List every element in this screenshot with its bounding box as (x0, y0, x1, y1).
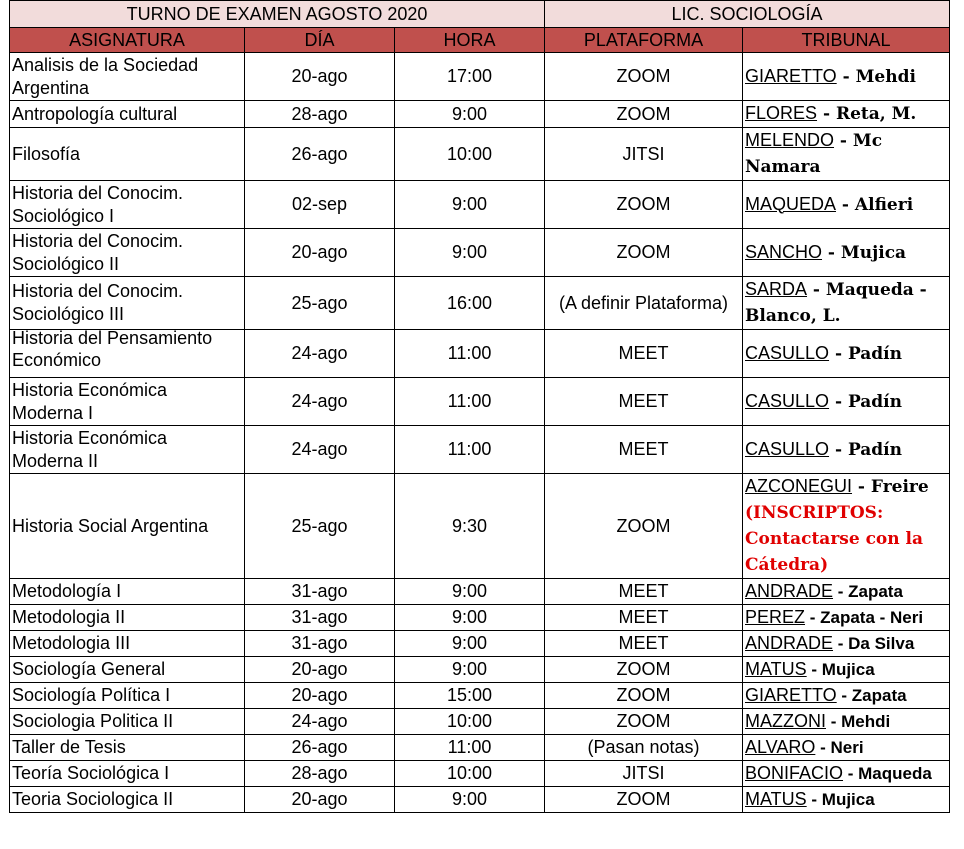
header-tribunal: TRIBUNAL (743, 28, 950, 53)
subject-cell (10, 657, 245, 683)
subject-cell (10, 709, 245, 735)
subject-name: Filosofía (12, 143, 81, 164)
exam-day: 20-ago (291, 242, 348, 262)
subject-cell (10, 683, 245, 709)
exam-platform: ZOOM (616, 242, 671, 262)
tribunal-cell (743, 128, 950, 181)
tribunal-separator: - (829, 343, 848, 364)
time-cell (395, 53, 545, 101)
platform-cell (545, 330, 743, 378)
table-row (10, 761, 950, 787)
exam-day: 31-ago (291, 633, 348, 653)
exam-platform: MEET (618, 607, 669, 627)
exam-platform: ZOOM (616, 194, 671, 214)
title-row (10, 1, 950, 28)
professor-name: SARDA (745, 279, 808, 299)
professor-name: FLORES (745, 103, 818, 123)
tribunal-members: Padín (847, 343, 902, 364)
exam-platform: ZOOM (616, 659, 671, 679)
exam-day: 02-sep (291, 194, 348, 214)
subject-cell (10, 787, 245, 813)
platform-cell (545, 181, 743, 229)
tribunal-separator: - (833, 634, 849, 653)
platform-cell (545, 53, 743, 101)
subject-name: Historia Económica Moderna I (12, 379, 168, 423)
professor-name: ALVARO (745, 737, 816, 757)
time-cell (395, 761, 545, 787)
professor-name: MATUS (745, 659, 807, 679)
tribunal-separator: - (806, 660, 822, 679)
time-cell (395, 181, 545, 229)
table-row (10, 735, 950, 761)
platform-cell (545, 474, 743, 579)
exam-platform: MEET (618, 343, 669, 363)
table-row (10, 277, 950, 330)
exam-time: 10:00 (446, 143, 493, 164)
professor-name: PEREZ (745, 607, 806, 627)
tribunal-separator: - (817, 104, 836, 124)
tribunal-cell (743, 657, 950, 683)
exam-time: 11:00 (447, 343, 492, 363)
time-cell (395, 657, 545, 683)
tribunal-separator: - (843, 764, 859, 783)
subject-name: Historia Social Argentina (12, 515, 209, 536)
professor-name: MAZZONI (745, 711, 826, 731)
exam-day: 31-ago (291, 581, 348, 601)
exam-time: 16:00 (446, 292, 493, 313)
tribunal-separator: - (826, 712, 842, 731)
time-cell (395, 101, 545, 128)
subject-name: Analisis de la Sociedad Argentina (12, 54, 199, 98)
subject-name: Historia del Conocim. Sociológico II (12, 230, 184, 274)
professor-name: CASULLO (745, 390, 830, 411)
platform-cell (545, 579, 743, 605)
header-plataforma: PLATAFORMA (545, 28, 743, 53)
tribunal-separator: - (807, 280, 826, 300)
exam-platform: ZOOM (616, 103, 671, 124)
platform-cell (545, 761, 743, 787)
subject-name: Sociologia Politica II (12, 711, 174, 731)
day-cell (245, 128, 395, 181)
tribunal-members: Maqueda - Blanco, L. (745, 280, 927, 326)
subject-cell (10, 605, 245, 631)
table-row (10, 787, 950, 813)
table-row (10, 474, 950, 579)
tribunal-cell (743, 330, 950, 378)
tribunal-members: Zapata - Neri (820, 608, 924, 627)
subject-name: Historia del Conocim. Sociológico I (12, 182, 184, 226)
professor-name: ANDRADE (745, 581, 834, 601)
tribunal-separator: - (834, 131, 853, 151)
subject-name: Historia del Pensamiento Económico (12, 329, 213, 370)
tribunal-members: Mc Namara (745, 131, 883, 177)
exam-time: 10:00 (446, 763, 493, 783)
tribunal-cell (743, 181, 950, 229)
day-cell (245, 277, 395, 330)
subject-cell (10, 330, 245, 378)
tribunal-cell (743, 474, 950, 579)
subject-cell (10, 735, 245, 761)
tribunal-members: Mehdi (855, 66, 916, 87)
platform-cell (545, 128, 743, 181)
tribunal-separator: - (836, 686, 852, 705)
exam-day: 24-ago (291, 439, 348, 459)
time-cell (395, 378, 545, 426)
exam-day: 28-ago (291, 763, 348, 783)
tribunal-members: Freire (870, 477, 929, 497)
exam-platform: ZOOM (616, 789, 671, 809)
tribunal-members: Zapata (848, 582, 903, 601)
time-cell (395, 631, 545, 657)
subject-cell (10, 53, 245, 101)
tribunal-members: Reta, M. (835, 104, 917, 124)
exam-day: 25-ago (291, 292, 348, 313)
day-cell (245, 787, 395, 813)
platform-cell (545, 657, 743, 683)
tribunal-members: Padín (847, 439, 902, 460)
table-row (10, 426, 950, 474)
exam-time: 9:00 (451, 607, 488, 627)
day-cell (245, 101, 395, 128)
exam-day: 20-ago (291, 685, 348, 705)
day-cell (245, 761, 395, 787)
subject-cell (10, 426, 245, 474)
day-cell (245, 181, 395, 229)
exam-day: 24-ago (291, 343, 348, 363)
tribunal-cell (743, 229, 950, 277)
tribunal-separator: - (815, 738, 831, 757)
degree-title: LIC. SOCIOLOGÍA (545, 1, 950, 28)
exam-platform: MEET (618, 439, 669, 459)
table-row (10, 330, 950, 378)
day-cell (245, 631, 395, 657)
table-row (10, 579, 950, 605)
table-row (10, 657, 950, 683)
tribunal-cell (743, 579, 950, 605)
exam-day: 20-ago (291, 66, 348, 86)
subject-name: Taller de Tesis (12, 737, 126, 757)
time-cell (395, 683, 545, 709)
day-cell (245, 657, 395, 683)
professor-name: SANCHO (745, 241, 823, 262)
exam-platform: JITSI (622, 763, 665, 783)
table-row (10, 709, 950, 735)
header-dia: DÍA (245, 28, 395, 53)
tribunal-cell (743, 683, 950, 709)
subject-name: Teoria Sociologica II (12, 789, 174, 809)
tribunal-cell (743, 709, 950, 735)
tribunal-members: Padín (847, 391, 902, 412)
tribunal-separator: - (805, 608, 821, 627)
exam-day: 28-ago (291, 103, 348, 124)
platform-cell (545, 426, 743, 474)
time-cell (395, 128, 545, 181)
time-cell (395, 426, 545, 474)
exam-platform: ZOOM (616, 515, 671, 536)
tribunal-cell (743, 787, 950, 813)
subject-name: Metodología I (12, 581, 122, 601)
day-cell (245, 605, 395, 631)
day-cell (245, 330, 395, 378)
table-row (10, 181, 950, 229)
platform-cell (545, 101, 743, 128)
tribunal-cell (743, 735, 950, 761)
subject-name: Antropología cultural (12, 103, 178, 124)
tribunal-members: Mujica (840, 242, 907, 263)
subject-cell (10, 761, 245, 787)
day-cell (245, 229, 395, 277)
time-cell (395, 474, 545, 579)
platform-cell (545, 709, 743, 735)
exam-time: 9:00 (451, 789, 488, 809)
day-cell (245, 579, 395, 605)
tribunal-cell (743, 426, 950, 474)
header-hora: HORA (395, 28, 545, 53)
subject-cell (10, 229, 245, 277)
professor-name: BONIFACIO (745, 763, 844, 783)
time-cell (395, 229, 545, 277)
exam-time: 9:00 (451, 194, 488, 214)
platform-cell (545, 605, 743, 631)
tribunal-cell (743, 761, 950, 787)
exam-time: 9:00 (451, 633, 488, 653)
exam-day: 24-ago (291, 711, 348, 731)
table-row (10, 128, 950, 181)
exam-time: 9:00 (451, 659, 488, 679)
tribunal-separator: - (836, 66, 856, 87)
tribunal-cell (743, 53, 950, 101)
exam-time: 10:00 (446, 711, 493, 731)
exam-day: 25-ago (291, 515, 348, 536)
tribunal-separator: - (829, 439, 848, 460)
exam-time: 15:00 (446, 685, 493, 705)
exam-day: 26-ago (291, 143, 348, 164)
time-cell (395, 330, 545, 378)
professor-name: MAQUEDA (745, 193, 837, 214)
tribunal-members: Maqueda (858, 764, 932, 783)
exam-time: 11:00 (447, 391, 492, 411)
subject-cell (10, 128, 245, 181)
time-cell (395, 787, 545, 813)
exam-period-title: TURNO DE EXAMEN AGOSTO 2020 (10, 1, 545, 28)
tribunal-cell (743, 378, 950, 426)
subject-cell (10, 474, 245, 579)
tribunal-members: Alfieri (854, 194, 914, 215)
subject-name: Sociología General (12, 659, 166, 679)
platform-cell (545, 683, 743, 709)
day-cell (245, 735, 395, 761)
tribunal-members: Mujica (821, 660, 875, 679)
tribunal-separator: - (829, 391, 848, 412)
professor-name: ANDRADE (745, 633, 834, 653)
platform-cell (545, 787, 743, 813)
professor-name: AZCONEGUI (745, 476, 853, 496)
professor-name: MATUS (745, 789, 807, 809)
professor-name: GIARETTO (745, 685, 837, 705)
header-asignatura: ASIGNATURA (10, 28, 245, 53)
tribunal-cell (743, 101, 950, 128)
tribunal-cell (743, 631, 950, 657)
exam-platform: (A definir Plataforma) (558, 292, 729, 313)
tribunal-separator: - (836, 194, 855, 215)
subject-cell (10, 101, 245, 128)
tribunal-members: Mujica (821, 790, 875, 809)
tribunal-members: Da Silva (848, 634, 915, 653)
time-cell (395, 709, 545, 735)
exam-platform: ZOOM (616, 685, 671, 705)
platform-cell (545, 378, 743, 426)
time-cell (395, 579, 545, 605)
professor-name: CASULLO (745, 342, 830, 363)
platform-cell (545, 229, 743, 277)
subject-cell (10, 277, 245, 330)
subject-name: Historia Económica Moderna II (12, 427, 168, 471)
tribunal-members: Zapata (851, 686, 907, 705)
table-row (10, 101, 950, 128)
platform-cell (545, 735, 743, 761)
subject-cell (10, 181, 245, 229)
time-cell (395, 735, 545, 761)
subject-name: Sociología Política I (12, 685, 171, 705)
table-row (10, 229, 950, 277)
table-row (10, 378, 950, 426)
professor-name: CASULLO (745, 438, 830, 459)
day-cell (245, 378, 395, 426)
exam-time: 9:30 (451, 515, 488, 536)
tribunal-cell (743, 605, 950, 631)
exam-platform: MEET (618, 633, 669, 653)
exam-platform: ZOOM (616, 711, 671, 731)
exam-time: 11:00 (447, 737, 492, 757)
platform-cell (545, 631, 743, 657)
time-cell (395, 605, 545, 631)
tribunal-separator: - (852, 477, 871, 497)
day-cell (245, 53, 395, 101)
header-row (10, 28, 950, 53)
exam-time: 17:00 (446, 66, 493, 86)
exam-day: 20-ago (291, 789, 348, 809)
platform-cell (545, 277, 743, 330)
day-cell (245, 709, 395, 735)
exam-day: 24-ago (291, 391, 348, 411)
table-row (10, 605, 950, 631)
subject-cell (10, 579, 245, 605)
exam-platform: (Pasan notas) (587, 737, 700, 757)
day-cell (245, 426, 395, 474)
exam-time: 9:00 (451, 242, 488, 262)
exam-platform: MEET (618, 391, 669, 411)
subject-cell (10, 378, 245, 426)
exam-schedule-table (9, 0, 950, 813)
exam-day: 26-ago (291, 737, 348, 757)
exam-time: 9:00 (451, 581, 488, 601)
tribunal-members: Mehdi (841, 712, 891, 731)
exam-day: 31-ago (291, 607, 348, 627)
subject-name: Metodologia II (12, 607, 126, 627)
tribunal-separator: - (822, 242, 841, 263)
exam-platform: MEET (618, 581, 669, 601)
tribunal-separator: - (833, 582, 849, 601)
exam-day: 20-ago (291, 659, 348, 679)
tribunal-separator: - (806, 790, 822, 809)
exam-time: 11:00 (447, 439, 492, 459)
exam-platform: JITSI (622, 143, 665, 164)
subject-name: Historia del Conocim. Sociológico III (12, 281, 184, 324)
table-row (10, 53, 950, 101)
subject-name: Metodologia III (12, 633, 131, 653)
subject-name: Teoría Sociológica I (12, 763, 170, 783)
professor-name: MELENDO (745, 130, 835, 150)
tribunal-members: Neri (830, 738, 864, 757)
day-cell (245, 474, 395, 579)
professor-name: GIARETTO (745, 65, 837, 86)
table-row (10, 631, 950, 657)
tribunal-note: (INSCRIPTOS: Contactarse con la Cátedra) (745, 503, 924, 575)
subject-cell (10, 631, 245, 657)
tribunal-cell (743, 277, 950, 330)
time-cell (395, 277, 545, 330)
table-row (10, 683, 950, 709)
exam-time: 9:00 (451, 103, 488, 124)
exam-platform: ZOOM (616, 66, 671, 86)
day-cell (245, 683, 395, 709)
